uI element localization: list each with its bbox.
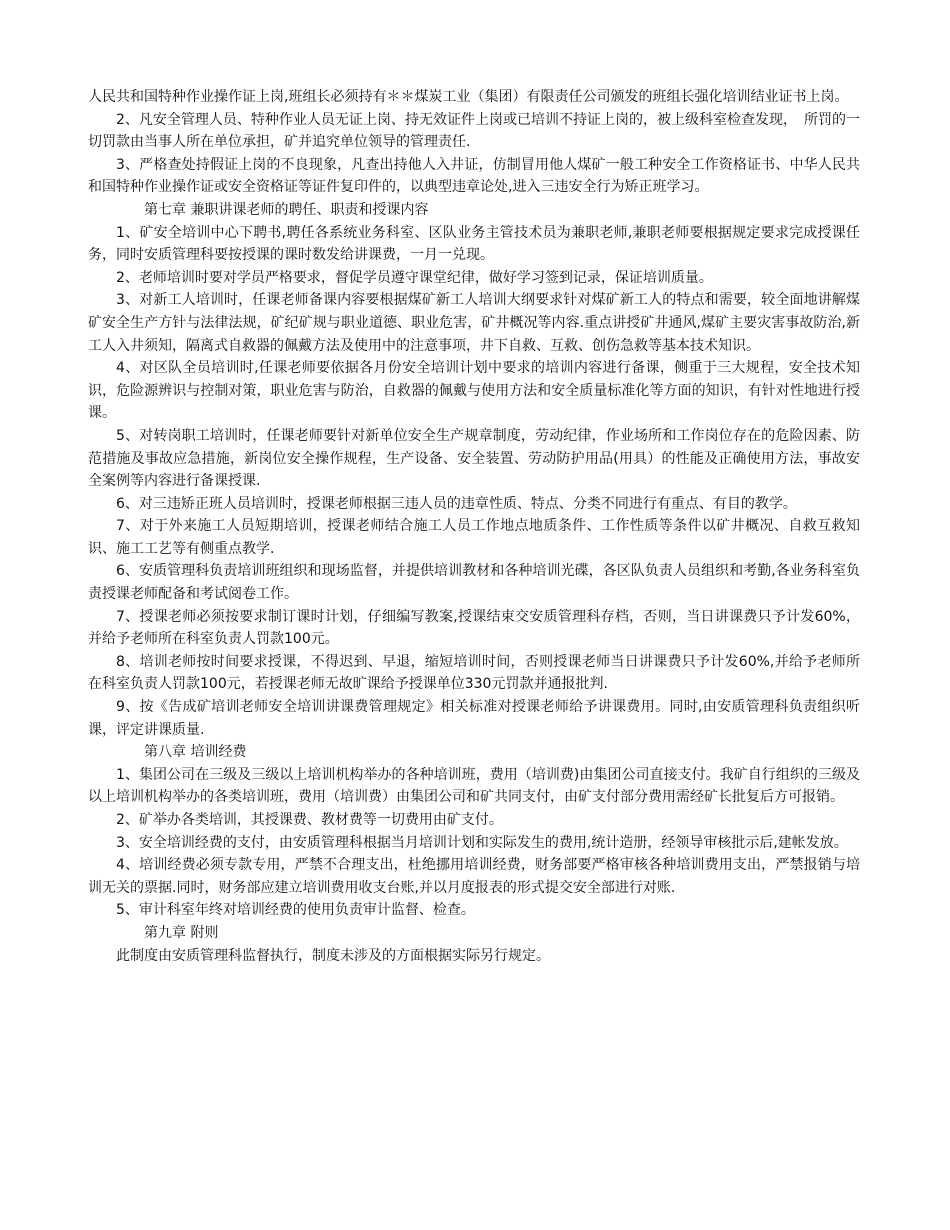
paragraph-item: 3、严格查处持假证上岗的不良现象，凡查出持他人入井证，仿制冒用他人煤矿一般工种安全工作资格证书、中华人民共和国特种作业操作证或安全资格证等证件复印件的，以典型违章论处,进入三违安全行为矫正班学习。 [88, 156, 860, 196]
paragraph-continuation: 人民共和国特种作业操作证上岗,班组长必须持有＊＊煤炭工业（集团）有限责任公司颁发的班组长强化培训结业证书上岗。 [88, 89, 849, 105]
paragraph-item: 此制度由安质管理科监督执行，制度未涉及的方面根据实际另行规定。 [116, 947, 550, 964]
paragraph-item: 2、老师培训时要对学员严格要求，督促学员遵守课堂纪律，做好学习签到记录，保证培训质量。 [116, 269, 713, 286]
paragraph-item: 6、安质管理科负责培训班组织和现场监督，并提供培训教材和各种培训光碟，各区队负责人员组织和考勤,各业务科室负责授课老师配备和考试阅卷工作。 [88, 563, 860, 603]
paragraph-item: 3、安全培训经费的支付，由安质管理科根据当月培训计划和实际发生的费用,统计造册，经领导审核批示后,建帐发放。 [116, 834, 848, 851]
paragraph-item: 7、授课老师必须按要求制订课时计划，仔细编写教案,授课结束交安质管理科存档，否则，当日讲课费只予计发60%，并给予老师所在科室负责人罚款100元。 [88, 608, 860, 648]
paragraph-item: 4、培训经费必须专款专用，严禁不合理支出，杜绝挪用培训经费，财务部要严格审核各种培训费用支出，严禁报销与培训无关的票据.同时，财务部应建立培训费用收支台账,并以月度报表的形式提交安全部进行对账. [88, 857, 860, 896]
paragraph-item: 5、审计科室年终对培训经费的使用负责审计监督、检查。 [116, 902, 475, 919]
chapter-heading: 第九章 附则 [144, 924, 219, 941]
paragraph-item: 9、按《告成矿培训老师安全培训讲课费管理规定》相关标准对授课老师给予讲课费用。同时,由安质管理科负责组织听课，评定讲课质量. [88, 699, 860, 738]
paragraph-item: 8、培训老师按时间要求授课，不得迟到、早退，缩短培训时间，否则授课老师当日讲课费只予计发60%,并给予老师所在科室负责人罚款100元，若授课老师无故旷课给予授课单位330元罚款并通报批判. [88, 653, 860, 693]
paragraph-item: 2、矿举办各类培训，其授课费、教材费等一切费用由矿支付。 [116, 812, 503, 828]
chapter-heading: 第七章 兼职讲课老师的聘任、职责和授课内容 [144, 201, 429, 218]
chapter-heading: 第八章 培训经费 [144, 744, 247, 761]
paragraph-item: 2、凡安全管理人员、特种作业人员无证上岗、持无效证件上岗或已培训不持证上岗的，被上级科室检查发现， 所罚的一切罚款由当事人所在单位承担，矿并追究单位领导的管理责任. [88, 111, 860, 151]
paragraph-item: 5、对转岗职工培训时，任课老师要针对新单位安全生产规章制度，劳动纪律，作业场所和工作岗位存在的危险因素、防范措施及事故应急措施，新岗位安全操作规程，生产设备、安全装置、劳动防护用品(用具）的性能及正确使用方法，事故安全案例等内容进行备课授课. [88, 427, 860, 490]
paragraph-item: 1、矿安全培训中心下聘书,聘任各系统业务科室、区队业务主管技术员为兼职老师,兼职老师要根据规定要求完成授课任务，同时安质管理科要按授课的课时数发给讲课费，一月一兑现。 [88, 224, 860, 264]
paragraph-item: 3、对新工人培训时，任课老师备课内容要根据煤矿新工人培训大纲要求针对煤矿新工人的特点和需要，较全面地讲解煤矿安全生产方针与法律法规，矿纪矿规与职业道德、职业危害，矿井概况等内容.重点讲授矿井通风,煤矿主要灾害事故防治,新工人入井须知，隔离式自救器的佩戴方法及使用中的注意事项，井下自救、互救、创伤急救等基本技术知识。 [88, 292, 860, 354]
paragraph-item: 1、集团公司在三级及三级以上培训机构举办的各种培训班，费用（培训费)由集团公司直接支付。我矿自行组织的三级及以上培训机构举办的各类培训班，费用（培训费）由集团公司和矿共同支付，由矿支付部分费用需经矿长批复后方可报销。 [88, 766, 860, 806]
paragraph-item: 7、对于外来施工人员短期培训，授课老师结合施工人员工作地点地质条件、工作性质等条件以矿井概况、自救互救知识、施工工艺等有侧重点教学. [88, 518, 860, 557]
paragraph-item: 6、对三违矫正班人员培训时，授课老师根据三违人员的违章性质、特点、分类不同进行有重点、有目的教学。 [116, 495, 797, 512]
document-page [88, 86, 860, 967]
paragraph-item: 4、对区队全员培训时,任课老师要依据各月份安全培训计划中要求的培训内容进行备课，侧重于三大规程，安全技术知识，危险源辨识与控制对策，职业危害与防治，自救器的佩戴与使用方法和安全质量标准化等方面的知识，有针对性地进行授课。 [88, 360, 860, 422]
